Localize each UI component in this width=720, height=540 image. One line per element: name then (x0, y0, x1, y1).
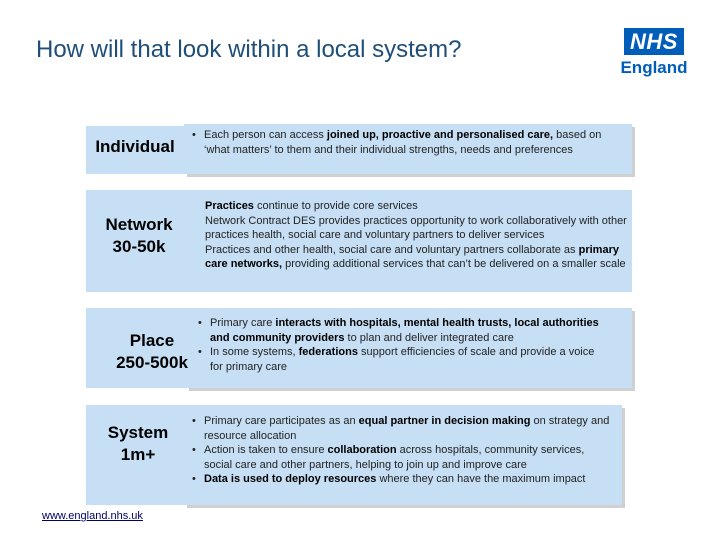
nhs-logo-mark: NHS (624, 28, 684, 55)
bold-text-run: joined up, proactive and personalised care, (326, 129, 554, 141)
level-system-label (86, 422, 190, 466)
text-line (205, 199, 629, 214)
level-individual-label (86, 136, 184, 158)
text-run: support efficiencies of scale and provide a voice for primary care (210, 346, 595, 373)
bold-text-run: Practices (205, 200, 254, 212)
level-place-label (96, 330, 208, 374)
level-label-line: 250-500k (116, 353, 188, 372)
text-run: Action is taken to ensure (204, 444, 328, 456)
bold-text-run: Data is used to deploy resources (204, 473, 377, 485)
bold-text-run: equal partner in decision making (358, 415, 531, 427)
level-network-text (205, 199, 629, 272)
level-system-text (192, 414, 612, 487)
text-line (205, 214, 629, 243)
bullet-item (192, 472, 612, 487)
text-run: providing additional services that can’t be delivered on a smaller scale (282, 258, 626, 270)
page-title: How will that look within a local system? (36, 36, 462, 63)
text-run: based on ‘what matters’ to them and their individual strengths, needs and preferences (204, 129, 602, 156)
level-label-line: 1m+ (120, 445, 156, 464)
footer-website-link[interactable]: www.england.nhs.uk (42, 510, 143, 522)
level-label-line: 30-50k (112, 237, 166, 256)
text-run: Each person can access (204, 129, 327, 141)
level-label-line: Individual (95, 137, 175, 156)
level-place-text (198, 316, 610, 374)
level-label-line: System (107, 423, 169, 442)
level-label-line: Place (129, 331, 175, 350)
text-run: on strategy and resource allocation (204, 415, 610, 442)
bold-text-run: primary care networks, (205, 243, 619, 270)
bullet-item (198, 316, 610, 345)
level-individual-text (192, 128, 630, 157)
text-run: Network Contract DES provides practices opportunity to work collaboratively with other practices health, social care and voluntary partners to deliver services (205, 214, 627, 241)
bullet-item (198, 345, 610, 374)
text-line (205, 243, 629, 272)
nhs-england-logo (616, 28, 692, 77)
text-run: In some systems, (210, 346, 299, 358)
text-run: to plan and deliver integrated care (344, 331, 514, 344)
nhs-logo-subtitle: England (620, 58, 688, 77)
level-label-line: Network (105, 215, 173, 234)
bullet-item (192, 128, 630, 157)
text-run: continue to provide core services (253, 200, 418, 212)
text-run: Practices and other health, social care and voluntary partners collaborate as (205, 243, 579, 256)
bold-text-run: collaboration (327, 444, 397, 456)
bullet-item (192, 443, 612, 472)
text-run: where they can have the maximum impact (376, 473, 586, 485)
level-network-label (86, 214, 192, 258)
bold-text-run: federations (298, 346, 358, 358)
bold-text-run: interacts with hospitals, mental health trusts, local authorities and community providers (210, 317, 599, 344)
text-run: Primary care participates as an (204, 415, 359, 427)
bullet-item (192, 414, 612, 443)
text-run: Primary care (210, 317, 276, 329)
text-run: across hospitals, community services, social care and other partners, helping to join up and improve care (204, 444, 585, 471)
